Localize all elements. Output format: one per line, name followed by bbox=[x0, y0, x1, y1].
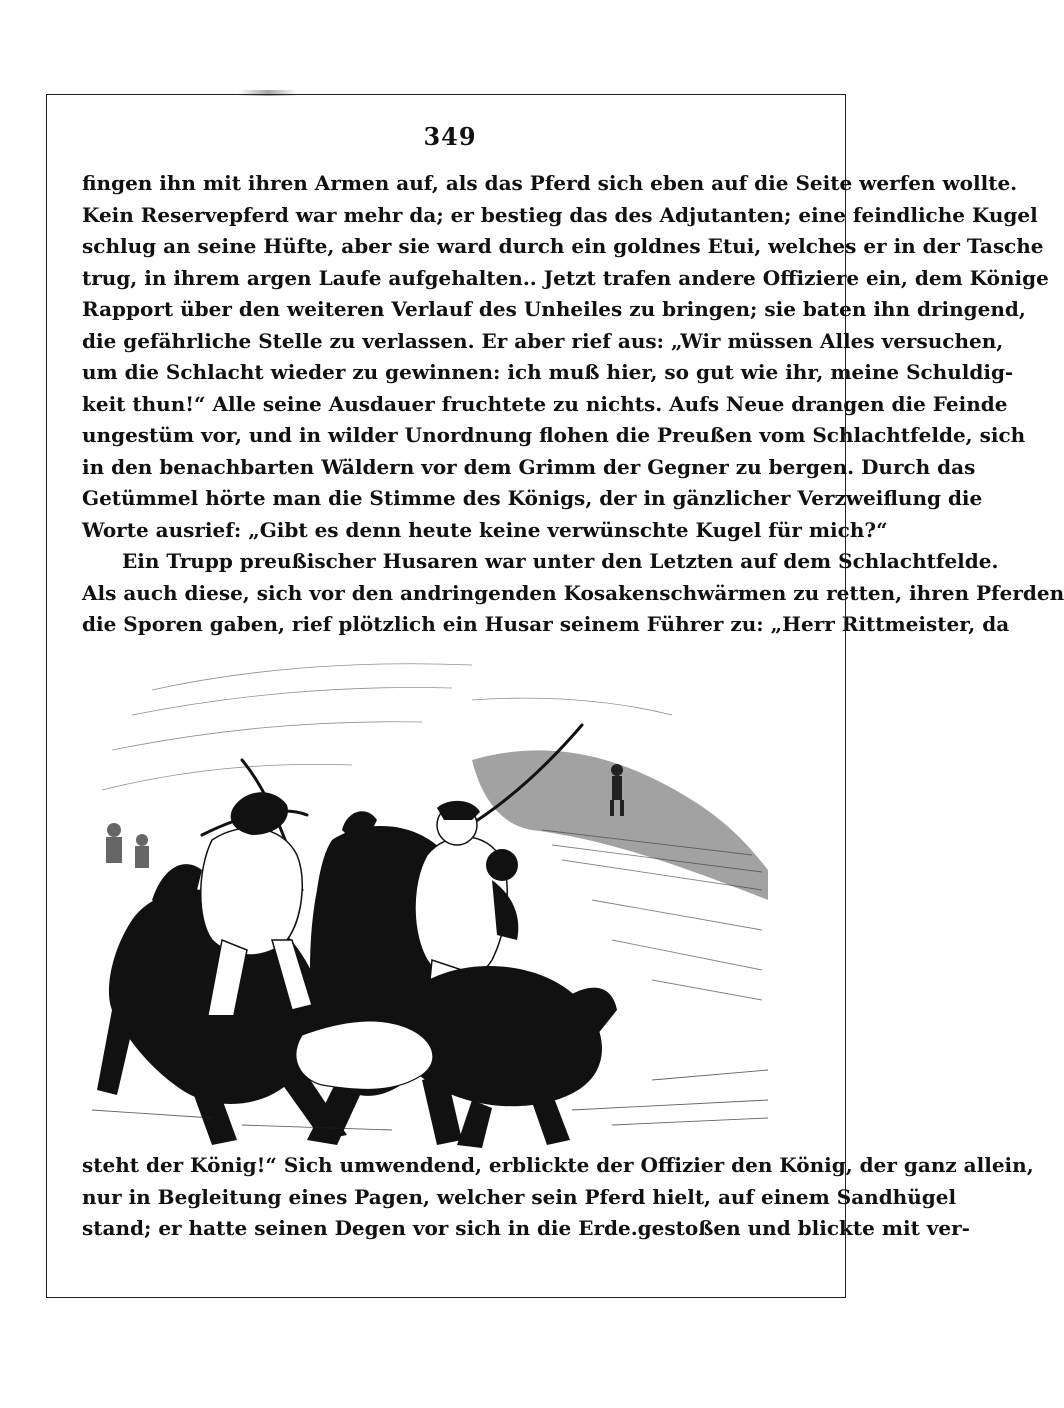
text-line: keit thun!“ Alle seine Ausdauer fruchtete zu nichts. Aufs Neue drangen die Feinde bbox=[82, 391, 1008, 416]
text-line: in den benachbarten Wäldern vor dem Grimm der Gegner zu bergen. Durch das bbox=[82, 454, 976, 479]
text-line: fingen ihn mit ihren Armen auf, als das Pferd sich eben auf die Seite werfen wollte. bbox=[82, 171, 1018, 195]
page-number: 349 bbox=[423, 122, 477, 151]
cavalry-engraving bbox=[92, 640, 768, 1150]
text-line: Worte ausrief: „Gibt es denn heute keine verwünschte Kugel für mich?“ bbox=[82, 517, 888, 542]
text-line: Ein Trupp preußischer Husaren war unter den Letzten auf dem Schlachtfelde. bbox=[122, 549, 999, 573]
body-text-top bbox=[82, 168, 1064, 641]
text-line: Rapport über den weiteren Verlauf des Unheiles zu bringen; sie baten ihn dringend, bbox=[82, 297, 1026, 321]
text-line: steht der König!“ Sich umwendend, erblickte der Offizier den König, der ganz allein, bbox=[82, 1153, 1034, 1177]
text-line: um die Schlacht wieder zu gewinnen: ich muß hier, so gut wie ihr, meine Schuldig- bbox=[82, 360, 1014, 384]
text-line: die gefährliche Stelle zu verlassen. Er aber rief aus: „Wir müssen Alles versuchen, bbox=[82, 328, 1004, 353]
text-line: trug, in ihrem argen Laufe aufgehalten.. Jetzt trafen andere Offiziere ein, dem Könige bbox=[82, 265, 1049, 290]
body-text-bottom bbox=[82, 1150, 1034, 1245]
text-line: Als auch diese, sich vor den andringenden Kosakenschwärmen zu retten, ihren Pferden bbox=[82, 580, 1064, 605]
text-line: schlug an seine Hüfte, aber sie ward durch ein goldnes Etui, welches er in der Tasche bbox=[82, 234, 1044, 258]
text-line: ungestüm vor, und in wilder Unordnung flohen die Preußen vom Schlachtfelde, sich bbox=[82, 423, 1026, 447]
text-line: nur in Begleitung eines Pagen, welcher sein Pferd hielt, auf einem Sandhügel bbox=[82, 1184, 957, 1209]
engraving-illustration bbox=[92, 640, 768, 1150]
text-line: Kein Reservepferd war mehr da; er bestieg das des Adjutanten; eine feindliche Kugel bbox=[82, 202, 1038, 227]
text-line: die Sporen gaben, rief plötzlich ein Husar seinem Führer zu: „Herr Rittmeister, da bbox=[82, 612, 1010, 636]
text-line: stand; er hatte seinen Degen vor sich in die Erde.gestoßen und blickte mit ver- bbox=[82, 1216, 970, 1240]
text-line: Getümmel hörte man die Stimme des Königs, der in gänzlicher Verzweiflung die bbox=[82, 486, 983, 510]
